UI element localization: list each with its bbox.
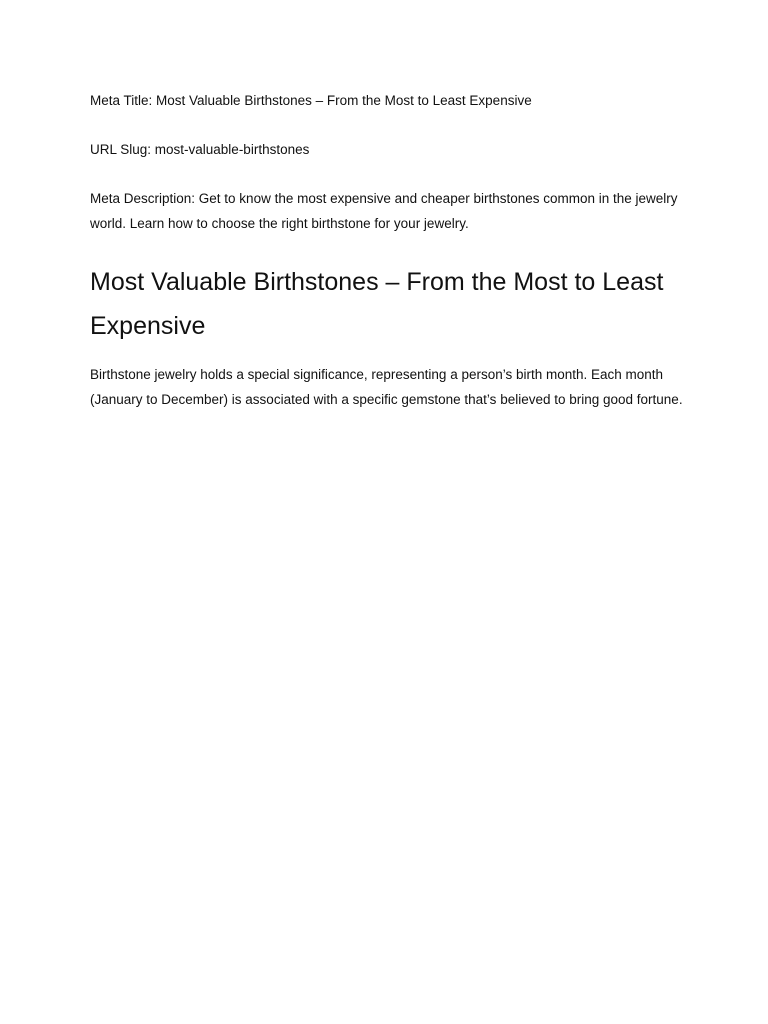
- document-content: [90, 88, 690, 412]
- meta-description-paragraph: Meta Description: Get to know the most expensive and cheaper birthstones common in the jewelry world. Learn how to choose the right birthstone for your jewelry.: [90, 191, 678, 231]
- meta-title-line: Meta Title: Most Valuable Birthstones – From the Most to Least Expensive: [90, 93, 532, 108]
- intro-paragraph: Birthstone jewelry holds a special significance, representing a person’s birth month. Each month (January to December) is associated with a specific gemstone that’s believed to bring good fortune.: [90, 367, 683, 407]
- article-heading: Most Valuable Birthstones – From the Most to Least Expensive: [90, 268, 664, 340]
- url-slug-line: URL Slug: most-valuable-birthstones: [90, 142, 310, 157]
